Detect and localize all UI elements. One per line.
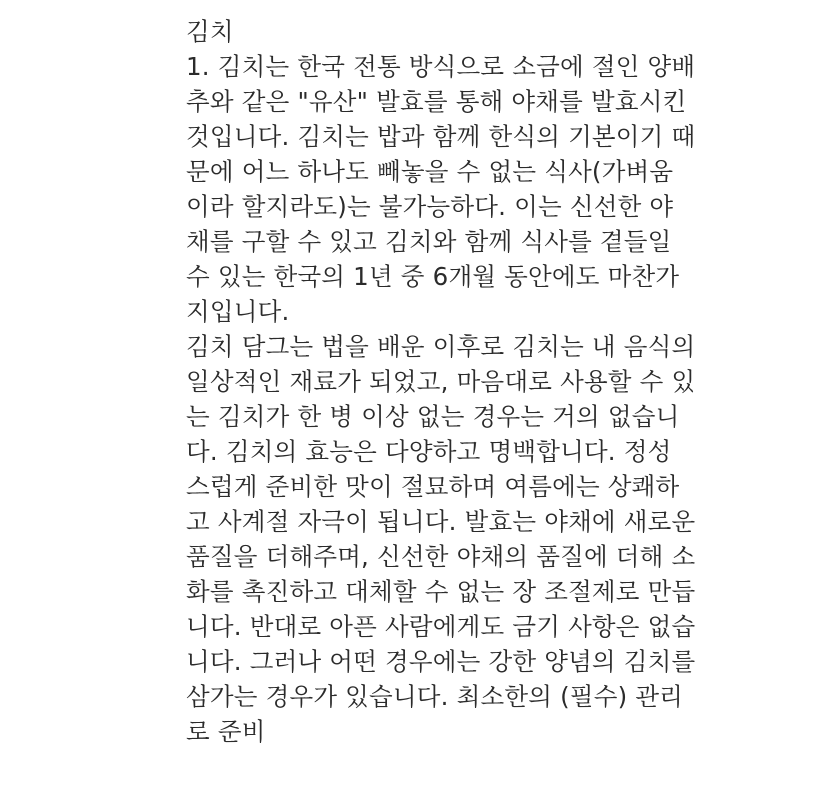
text-line-1: 1. 김치는 한국 전통 방식으로 소금에 절인 양배 — [186, 52, 696, 81]
text-line-2: 추와 같은 "유산" 발효를 통해 야채를 발효시킨 — [186, 87, 687, 116]
text-line-4: 문에 어느 하나도 빼놓을 수 없는 식사(가벼움 — [186, 157, 674, 186]
text-line-6: 채를 구할 수 있고 김치와 함께 식사를 곁들일 — [186, 227, 672, 256]
document-title: 김치 — [186, 17, 234, 46]
text-line-13: 스럽게 준비한 맛이 절묘하며 여름에는 상쾌하 — [186, 472, 680, 501]
text-line-9: 김치 담그는 법을 배운 이후로 김치는 내 음식의 — [186, 332, 696, 361]
text-line-16: 화를 촉진하고 대체할 수 없는 장 조절제로 만듭 — [186, 577, 696, 606]
text-line-8: 지입니다. — [186, 297, 290, 326]
text-line-17: 니다. 반대로 아픈 사람에게도 금기 사항은 없습 — [186, 612, 696, 641]
text-line-7: 수 있는 한국의 1년 중 6개월 동안에도 마찬가 — [186, 262, 680, 291]
text-line-12: 다. 김치의 효능은 다양하고 명백합니다. 정성 — [186, 437, 672, 466]
text-line-11: 는 김치가 한 병 이상 없는 경우는 거의 없습니 — [186, 402, 680, 431]
text-line-18: 니다. 그러나 어떤 경우에는 강한 양념의 김치를 — [186, 647, 696, 676]
text-line-19: 삼가는 경우가 있습니다. 최소한의 (필수) 관리 — [186, 682, 684, 711]
text-line-5: 이라 할지라도)는 불가능하다. 이는 신선한 야 — [186, 192, 674, 221]
text-line-20: 로 준비 — [186, 717, 266, 746]
text-line-14: 고 사계절 자극이 됩니다. 발효는 야채에 새로운 — [186, 507, 696, 536]
document-body — [186, 14, 826, 749]
text-line-10: 일상적인 재료가 되었고, 마음대로 사용할 수 있 — [186, 367, 696, 396]
text-line-15: 품질을 더해주며, 신선한 야채의 품질에 더해 소 — [186, 542, 696, 571]
text-line-3: 것입니다. 김치는 밥과 함께 한식의 기본이기 때 — [186, 122, 696, 151]
